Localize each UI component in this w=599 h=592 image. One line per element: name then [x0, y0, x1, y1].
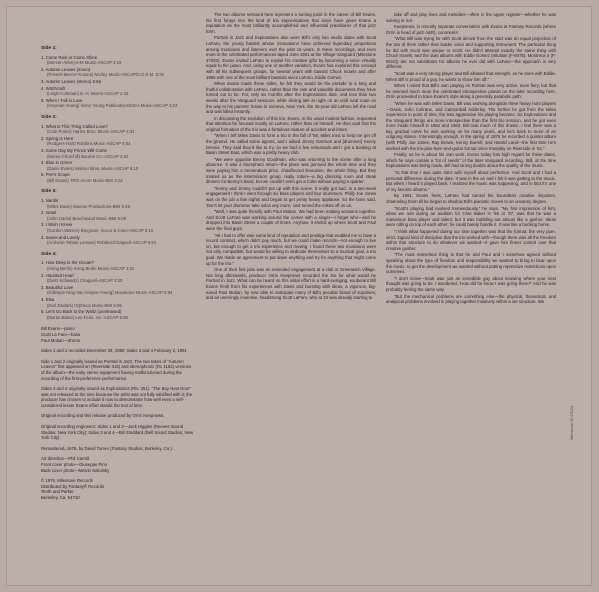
- track-item: [41, 260, 196, 271]
- essay-paragraph: "But the mechanical problems are something else—the physical, theoretical, and analytical problems involved in playing together intuitively within a set structure. We: [386, 293, 556, 305]
- track-credit: (John Carisi) Beechwood Music-BMI 6:09: [47, 215, 127, 221]
- track-credit: (Gillespie-King-Van Alstyne-Young) Movietone Music-ASCAP 5:04: [47, 290, 173, 296]
- track-item: [41, 222, 196, 233]
- copyright: © 1976, Milestone Records Distributed by Fantasy® Records Tenth and Parker Berkeley, Ca. 94710: [41, 478, 105, 500]
- track-credit: (Gordon-Warren) Bregman, Vocco & Conn-ASCAP 5:10: [47, 228, 154, 234]
- track-credit: (Leigh-Coleman) E. H. Morris-ASCAP 4:32: [47, 91, 129, 97]
- track-title: 1. Come Rain or Come Shine: [41, 54, 98, 60]
- essay-paragraph: The two albums reissued here represent a turning point in the career of Bill Evans, his first forays into the kind of trio improvisations that since have given Evans a reputation as the most brilliantly accomplished and influential practitioner of that jazz form.: [206, 12, 376, 34]
- track-credit: (Earl Zindars) Orpheus Music-BMI 5:06: [47, 302, 122, 308]
- essay-paragraph: Finally, as he is about his own work, Evans today has high regard for these dates, which he says contain a "lot of seeds" of the later Vanguard recording. Still, at the time Explorations was being made, Bill had strong doubts about the quality of the music.: [386, 152, 556, 169]
- track-item: [41, 124, 196, 135]
- track-title: 1. Nardis: [41, 198, 59, 204]
- track-title: 3. I Wish I Knew: [41, 222, 73, 228]
- production-credit: Original recording and this release produced by Orrin Keepnews.: [41, 413, 165, 419]
- track-title: 3. Beautiful Love: [41, 284, 74, 290]
- personnel-line: Scott La Faro—bass: [41, 331, 81, 337]
- track-credit: (Rodgers-Hart) Robbins Music-ASCAP 5:04: [47, 141, 131, 147]
- track-item: [41, 55, 196, 66]
- essay-paragraph: In discussing the evolution of this trio, Evans, in his usual modest fashion, requested that attention be focused mostly on LaFaro, rather than on himself. He then said that the original formation of the trio was a fortuitous mixture of accident and intent.: [206, 115, 376, 132]
- art-credits: Art direction—Phil Carroll Front cover photo—Giuseppe Pino Back cover photo—Melvin Sokolsky: [41, 456, 110, 473]
- track-item: [41, 198, 196, 209]
- liner-notes-sheet: [6, 6, 592, 586]
- essay-paragraph: take off and play lines and melodies—often in the upper register—whether he was soloing or not.: [386, 12, 556, 23]
- track-title: 4. Blue in Green: [41, 160, 73, 166]
- track-item: [41, 160, 196, 171]
- track-item: [41, 67, 196, 78]
- track-credit: (Martin-Blane) Lee Feist, Inc.-ASCAP 5:06: [47, 314, 128, 320]
- track-item: [41, 210, 196, 221]
- track-credit: (Prevert-Mercer-Kosma) Morley Music-ASCAP/S.D.R.M. 5:32: [47, 72, 164, 78]
- personnel: [41, 326, 196, 343]
- side-1: [41, 46, 196, 109]
- release-note: Side 1 and 2 originally issued as Portrait in Jazz. The two takes of "Autumn Leaves" first appeared on (Riverside 315) and stereophonic (Rx 1162) versions of the album—the early stereo equipment having malfunctioned during the recording of the first-preference performance.: [41, 358, 192, 381]
- essay-paragraph: "At that time I was quite strict with myself about perfection. And Scott and I had a personal difference during the date. It was in the air and I felt it was getting to the music. But when I heard it played back, I realized the music was happening, and in fact it's one of my favorite albums.": [386, 170, 556, 192]
- track-item: [41, 148, 196, 159]
- track-title: 3. Autumn Leaves (stereo) 5:56: [41, 78, 101, 84]
- track-list: [41, 55, 196, 109]
- side-2: [41, 115, 196, 184]
- essay-paragraph: "We were opposite Benny Goodman, who was returning to the scene after a long absence. It was a triumphant return—the place was jammed the whole time and they were paying him a tremendous price, chauffeured limousine, the whole thing. But they treated us as the intermission group, really rotten—a big dressing room and steak dinners for Benny's band, but we couldn't even get a Coke without paying a quarter.: [206, 156, 376, 185]
- essay-paragraph: "Well, I was quite friendly with Paul Motian. We had been making sessions together. And Scott LaFaro was working around the corner with a singer—I forget who—and he dropped into Basin Street a couple of times. Anyhow, it ended up where Scott and Paul were the final guys.: [206, 209, 376, 231]
- track-credit: (Arnheim-Tobias-Lemare) Robbins/Chappell-ASCAP 5:51: [47, 240, 157, 246]
- essay-paragraph: "Scott was a very strong player and Bill allowed that strength, as he does with Eddie. When Bill is proud of a guy, he wants to show him off.": [386, 70, 556, 82]
- side-label: Side 3:: [41, 189, 57, 195]
- track-item: [41, 172, 196, 183]
- essay-paragraph: Keepnews, in recently separate conversation with Evans at Fantasy Records (where Orrin is head of jazz A&R), comments:: [386, 24, 556, 35]
- track-item: [41, 136, 196, 147]
- track-credit: (Cole Porter) Harms Bros. Music-ASCAP 4:34: [47, 129, 135, 135]
- remaster-credit: Remastered, 1976, by David Turner (Fantasy Studios, Berkeley, Ca.).: [41, 445, 173, 451]
- track-item: [41, 297, 196, 308]
- side-4: [41, 252, 196, 321]
- track-credit: (Mercer-Arlen) A-M Music-ASCAP 3:19: [47, 60, 122, 66]
- essay-paragraph: "The most marvelous thing is that he and Paul and I somehow agreed without speaking about the type of freedom and responsibility we wanted to bring to bear upon the music, to get the development we wanted without putting repressive restrictions upon ourselves.: [386, 252, 556, 275]
- essay-paragraph: "When he was with Miles Davis, Bill was working alongside three heavy horn players—Davis, John Coltrane, and Cannonball Adderley. The further he got from the Miles experience in point of time, the less aggressive his playing became. So Explorations and the Vanguard things are more introspective than the first trio session, and he got even more inside himself in 1962 and 1963. Bill took much of this drastic. I feel there was a big, gradual curve he was working on for many years, and he's back to more of an outgoing stance. Interestingly enough, in the spring of 1976 he recorded a quintet album (with Philly Joe Jones, Ray Brown, Kenny Burrell, and Harold Land—the first time he's worked with the trio-plus-horn-and-guitar format since Interplay on Riverside in '62.": [386, 100, 556, 151]
- track-credit: (Dietz-Schwartz) Chappell-ASCAP 3:25: [47, 278, 123, 284]
- release-note: Sides 3 and 4 originally issued as Explorations (Rlv. 351). "The Boy Next Door" was not released at the time because the artist was not fully satisfied with it; the producer has chosen to include it now to demonstrate how well even a self-considered lesser Evans effort stands the test of time.: [41, 386, 193, 408]
- track-item: [41, 235, 196, 246]
- track-item: [41, 98, 196, 109]
- side-3: [41, 189, 196, 245]
- personnel-line: Bill Evans—piano: [41, 326, 75, 332]
- essay-paragraph: "All I had to offer was some kind of reputation and prestige that enabled me to have a record contract, which didn't pay much, but we could make records—not enough to live on, but enough to get a trio experience and moving. I found these two musicians were not only compatible, but would be willing to dedicate themselves to a musical goal, a trio goal. We made an agreement to put down anything and try for anything that might come up for the trio.": [206, 232, 376, 266]
- side-label: Side 2:: [41, 114, 57, 120]
- essay-paragraph: "When I left Miles Davis to form a trio in the fall of '58, Miles tried to help me get off the ground. He called some agents, and I asked Jimmy Garrison and [drummer] Kenny Dennis. They said they'd like to try, so we had a few rehearsals and I got a booking at Basin Street East, which was a pretty heavy club.: [206, 133, 376, 156]
- side-label: Side 1:: [41, 46, 57, 51]
- essay-paragraph: When I noted that Bill's own playing on Portrait was very active, even fiery, but that he seemed much more the celebrated introspective pianist on the later recording here, Orrin proceeded to trace Evans's style along a generally parabolic path:: [386, 83, 556, 100]
- track-title: 1. What Is This Thing Called Love?: [41, 123, 108, 129]
- essay-column-1: [206, 12, 376, 302]
- personnel-line: Paul Motian—drums: [41, 337, 80, 343]
- track-item: [41, 86, 196, 97]
- essay-paragraph: Portrait in Jazz and Explorations also were Bill's only two studio dates with Scott LaFaro, the young bassist whose innovations have achieved legendary proportions among musicians and listeners over the past 15 years. In these recordings, and even more in the celebrated performances taped June 1961 at the Village Vanguard (Milestone 47002), Evans invited LaFaro to exploit his creative gifts by becoming a voice virtually equal to the piano. And, using one or another variation, Evans has explored this concept with all his subsequent groups, for several years with bassist Chuck Israels and after 1966 with one of the most brilliant bassists since LaFaro, Eddie Gomez.: [206, 35, 376, 80]
- track-credit: (Heyman-Young) Victor Young Publications/MCA Music-ASCAP 4:24: [47, 103, 178, 109]
- tracklist-column: [41, 46, 196, 506]
- track-item: [41, 285, 196, 296]
- track-credit: (Morey-Churchill) Bourne Co.-ASCAP 4:52: [47, 153, 129, 159]
- essay-paragraph: "Scott's playing had evolved tremendously," he says. "My first impression of him, when we met during an audition for Chet Baker in '56 or '57, was that he was a marvelous bass player and talent, but it was bubbling out almost like a gusher. Ideas were rolling on top of each other; he could barely handle it. It was like a bucking horse.: [386, 205, 556, 228]
- track-title: 2. Israel: [41, 210, 57, 216]
- catalog-number: Milestone M-47034: [569, 406, 574, 441]
- track-title: 4. Elsa: [41, 296, 55, 302]
- essay-paragraph: "What Bill was trying for with Scott almost from the start was an equal projection of the two of them rather than leader voice and supporting instrument. The particular thing he did with Scott was unique to Scott. He didn't attempt exactly the same thing with Chuck Israels; and the duet albums with Eddie Gomez (Intuition (F-9475), Montreux II (F-9510)) are not substitutes for albums he ever did with LaFaro—the approach is very different.: [386, 36, 556, 70]
- essay-paragraph: By 1961, Evans feels, LaFaro had turned his boundless creative impulses, channeling them till he began to shadow Bill's pianistic moves to an uncanny degree.: [386, 193, 556, 204]
- side-label: Side 4:: [41, 251, 57, 257]
- track-item: [41, 273, 196, 284]
- track-title: 2. Spring Is Here: [41, 135, 74, 141]
- track-list: [41, 198, 196, 246]
- track-title: 3. Some Day My Prince Will Come: [41, 147, 107, 153]
- track-list: [41, 260, 196, 320]
- track-title: 5. Peri's Scope: [41, 172, 70, 178]
- track-credit: (Bill Evans) TRO-Acorn Music-BMI 3:12: [47, 177, 123, 183]
- track-title: 5. When I Fall in Love: [41, 97, 83, 103]
- essay-paragraph: "I think what happened during our time together was that the format, the very pure, strict, logical kind of discipline that the trio worked with—though there was all the freedom within that structure to do whatever we wanted—it gave him firmer control over that creative gusher.: [386, 228, 556, 251]
- track-title: 1. How Deep Is the Ocean?: [41, 260, 94, 266]
- essay-paragraph: When Evans made these sides, he felt they would be the prelude to a long and fruitful collaboration with LaFaro, rather than the rare and valuable documents they have turned out to be. For, only six months after the Explorations date, and less than two weeks after the Vanguard sessions, while driving late at night on an unlit rural route on the way to his parents' house in Geneva, New York, the 25-year-old LaFaro left the road and was killed instantly.: [206, 81, 376, 115]
- track-title: 2. Haunted Heart: [41, 272, 74, 278]
- track-credit: (Miles Davis) Macrae Productions-BMI 5:49: [47, 203, 130, 209]
- essay-column-2: [386, 12, 556, 306]
- track-item: [41, 79, 196, 85]
- track-credit: (Irving Berlin) Irving Berlin Music-ASCAP 3:31: [47, 266, 135, 271]
- essay-paragraph: "Kenny and Jimmy couldn't put up with this scene. It really got bad. In a two-week engagement I think I went through six bass players and four drummers. Philly Joe Jones was on the job a few nights and began to get pretty heavy applause. So the boss said, 'Don't let your drummer take solos any more,' and turned the mikes off on us.: [206, 185, 376, 208]
- recording-dates: Sides 1 and 2 recorded December 28, 1959; Sides 3 and 4 February 2, 1961: [41, 348, 187, 354]
- track-title: 4. Sweet and Lovely: [41, 234, 80, 240]
- track-title: 2. Autumn Leaves (mono): [41, 66, 91, 72]
- essay-paragraph: "I don't know—Scott was just an incredible guy about knowing where your next thought was going to be. I wondered, 'How did he know I was going there?' And he was probably feeling the same way.: [386, 275, 556, 292]
- track-title: 4. Witchcraft: [41, 85, 65, 91]
- essay-paragraph: One of their first jobs was an extended engagement at a club in Greenwich Village. Not long afterwards, producer Orrin Keepnews recorded the trio for what would be Portrait in Jazz. What can be heard on this initial effort is a hard-swinging, exuberant Bill Evans fresh from his experiences with Davis and bursting with ideas; a vigorous, big-eared Paul Motian, by now able to anticipate many of Bill's peculiar brand of surprises; and an unerringly inventive, headstrong Scott LaFaro, who at 23 was already starting to: [206, 267, 376, 301]
- track-title: 5. Let's Go Back to the Waltz (unreleased): [41, 309, 122, 315]
- track-credit: (Davis-Evans) Warner Bros. Music-ASCAP 5:15: [47, 165, 139, 171]
- engineer-credit: Original recording engineers: Sides 1 and 2—Jack Higgins (Reeves Sound Studios; New York City); Sides 3 and 4—Bill Stoddard (Bell Sound Studios; New York City).: [41, 424, 194, 441]
- track-list: [41, 124, 196, 184]
- track-item: [41, 309, 196, 320]
